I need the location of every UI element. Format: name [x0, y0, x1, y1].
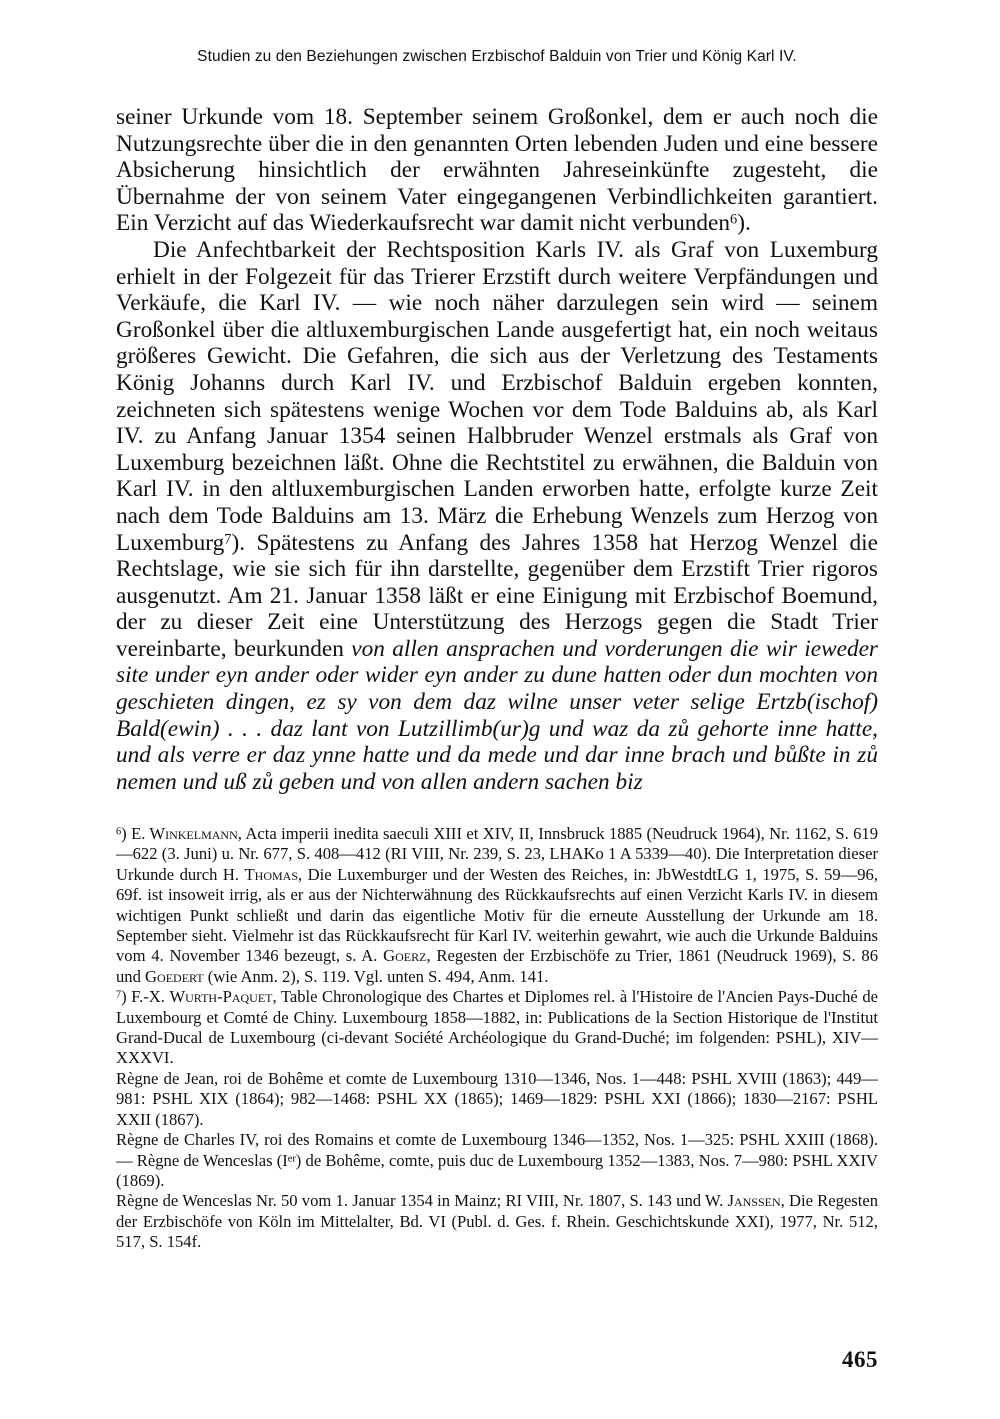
footnote-text: ) de Bohême, comte, puis duc de Luxembourg 1352—1383, Nos. 7—980: PSHL XXIV (1869). [116, 1150, 878, 1190]
superscript: er [287, 1152, 296, 1164]
footnote-7-line-4 [116, 1191, 878, 1252]
paragraph-1-text: seiner Urkunde vom 18. September seinem Großonkel, dem er auch noch die Nutzungsrechte über die in den genannten Orten lebenden Juden und eine bessere Absicherung hinsichtlich der erwähnten Jahreseinkünfte zugesteht, die Übernahme der von seinem Vater eingegangenen Verbindlichkeiten garantiert. Ein Verzicht auf das Wiederkaufsrecht war damit nicht verbunden [116, 104, 878, 237]
paragraph-1-text-end: ). [737, 210, 751, 237]
footnote-ref-6[interactable]: 6 [730, 211, 738, 228]
footnote-text: Règne de Wenceslas Nr. 50 vom 1. Januar 1354 in Mainz; RI VIII, Nr. 1807, S. 143 und W. [116, 1191, 728, 1211]
footnote-ref-7[interactable]: 7 [224, 531, 232, 547]
footnote-text: , Table Chronologique des Chartes et Diplomes rel. à l'Histoire de l'Ancien Pays-Duché de Luxembourg et Comté de Chiny. Luxembourg 1858—1882, in: Publications de la Section Historique de l'Institut Grand-Ducal de Luxembourg (ci-devant Société Archéologique du Grand-Duché; im folgenden: PSHL), XIV—XXXVI. [116, 987, 878, 1068]
paragraph-2 [116, 237, 878, 795]
footnote-7-line-3 [116, 1130, 878, 1191]
author-name: Wurth-Paquet [169, 987, 273, 1007]
footnote-marker-7: 7 [116, 989, 122, 1001]
footnotes [116, 824, 878, 1253]
footnote-7-line-2: Règne de Jean, roi de Bohême et comte de Luxembourg 1310—1346, Nos. 1—448: PSHL XVIII (1863); 449—981: PSHL XIX (1864); 982—1468: PSHL XX (1865); 1469—1829: PSHL XXI (1866); 1830—2167: PSHL XXII (1867). [116, 1068, 878, 1129]
page [116, 0, 878, 1419]
quotation: von allen ansprachen und vorderungen die wir ieweder site under eyn ander oder wider eyn ander zu dune hatten oder dun mochten von geschieten dingen, ez sy von dem daz wilne unser veter selige Ertzb(ischof) Bald(ewin) . . . daz lant von Lutzillimb(ur)g und waz da zů gehorte inne hatte, und als verre er daz ynne hatte und da mede und dar inne brach und bůßte in zů nemen und uß zů geben und von allen andern sachen biz [116, 635, 879, 795]
page-number: 465 [842, 1347, 878, 1372]
author-name: Goedert [145, 966, 204, 986]
footnote-marker-6: 6 [116, 826, 122, 838]
footnote-text: , Regesten der Erzbischöfe zu Trier, 1861 (Neudruck 1969), S. 86 und [116, 946, 878, 986]
paragraph-2-text-cont: ). Spätestens zu Anfang des Jahres 1358 hat Herzog Wenzel die Rechtslage, wie sie sich für ihn darstellte, gegenüber dem Erzstift Trier rigoros ausgenutzt. Am 21. Januar 1358 läßt er eine Einigung mit Erzbischof Boemund, der zu dieser Zeit eine Unterstützung des Herzogs gegen die Stadt Trier vereinbarte, beurkunden [116, 529, 878, 662]
author-name: Goerz [383, 946, 427, 966]
body-text [116, 104, 878, 795]
footnote-text: (wie Anm. 2), S. 119. Vgl. unten S. 494, Anm. 141. [203, 966, 549, 986]
paragraph-1 [116, 104, 878, 237]
footnote-text: , Acta imperii inedita saeculi XIII et XIV, II, Innsbruck 1885 (Neudruck 1964), Nr. 1162, S. 619—622 (3. Juni) u. Nr. 677, S. 408—412 (RI VIII, Nr. 239, S. 23, LHAKo 1 A 5339—40). Die Interpretation dieser Urkunde durch H. [116, 824, 878, 884]
author-name: E. Winkelmann [131, 824, 238, 843]
paragraph-2-text: Die Anfechtbarkeit der Rechtsposition Karls IV. als Graf von Luxemburg erhielt in der Folgezeit für das Trierer Erzstift durch weitere Verpfändungen und Verkäufe, die Karl IV. — wie noch näher darzulegen sein wird — seinem Großonkel über die altluxemburgischen Lande ausgefertigt hat, ein noch weitaus größeres Gewicht. Die Gefahren, die sich aus der Verletzung des Testaments König Johanns durch Karl IV. und Erzbischof Balduin ergeben konnten, zeichneten sich spätestens wenige Wochen vor dem Tode Balduins ab, als Karl IV. zu Anfang Januar 1354 seinen Halbbruder Wenzel erstmals als Graf von Luxemburg bezeichnen läßt. Ohne die Rechtstitel zu erwähnen, die Balduin von Karl IV. in den altluxemburgischen Landen erworben hatte, erfolgte kurze Zeit nach dem Tode Balduins am 13. März die Erhebung Wenzels zum Herzog von Luxemburg [116, 236, 878, 556]
footnote-7: $^7$) F.-X. Wurth-Paquet, Table Chronologique des Chartes et Diplomes rel. à l'Histoire de l'Ancien Pays-Duché de Luxembourg et Comté de Chiny. Luxembourg 1858—1882, in: Publications de la Section Historique de l'Institut Grand-Ducal de Luxembourg (ci-devant Société Archéologique du Grand-Duché; im folgenden: PSHL), XIV—XXXVI. [116, 987, 878, 1068]
footnote-text: Règne de Charles IV, roi des Romains et comte de Luxembourg 1346—1352, Nos. 1—325: PSHL XXIII (1868). — Règne de Wenceslas (I [116, 1130, 878, 1170]
footnote-text: , Die Regesten der Erzbischöfe von Köln im Mittelalter, Bd. VI (Publ. d. Ges. f. Rhein. Geschichtskunde XXI), 1977, Nr. 512, 517, S. 154f. [116, 1191, 878, 1252]
author-name: Thomas [244, 864, 299, 884]
footnote-text: , Die Luxemburger und der Westen des Reiches, in: JbWestdtLG 1, 1975, S. 59—96, 69f. ist insoweit irrig, als er aus der Nichterwähnung des Rückkaufsrechts auf einen Verzicht Karls IV. in diesem wichtigen Punkt schließt und darin das eigentliche Motiv für die erneute Ausstellung der Urkunde am 18. September sieht. Vielmehr ist das Rückkaufsrecht für Karl IV. weiterhin gewahrt, wie auch die Urkunde Balduins vom 4. November 1346 bezeugt, s. A. [116, 864, 879, 966]
footnote-text: F.-X. [131, 987, 170, 1007]
footnote-6: $^6$) E. Winkelmann, Acta imperii inedita saeculi XIII et XIV, II, Innsbruck 1885 (Neudruck 1964), Nr. 1162, S. 619—622 (3. Juni) u. Nr. 677, S. 408—412 (RI VIII, Nr. 239, S. 23, LHAKo 1 A 5339—40). Die Interpretation dieser Urkunde durch H. Thomas, Die Luxemburger und der Westen des Reiches, in: JbWestdtLG 1, 1975, S. 59—96, 69f. ist insoweit irrig, als er aus der Nichterwähnung des Rückkaufsrechts auf einen Verzicht Karls IV. in diesem wichtigen Punkt schließt und darin das eigentliche Motiv für die erneute Ausstellung der Urkunde am 18. September sieht. Vielmehr ist das Rückkaufsrecht für Karl IV. weiterhin gewahrt, wie auch die Urkunde Balduins vom 4. November 1346 bezeugt, s. A. Goerz, Regesten der Erzbischöfe zu Trier, 1861 (Neudruck 1969), S. 86 und Goedert (wie Anm. 2), S. 119. Vgl. unten S. 494, Anm. 141. [116, 824, 879, 986]
running-head: Studien zu den Beziehungen zwischen Erzbischof Balduin von Trier und König Karl IV. [197, 48, 797, 65]
author-name: Janssen [727, 1191, 781, 1211]
